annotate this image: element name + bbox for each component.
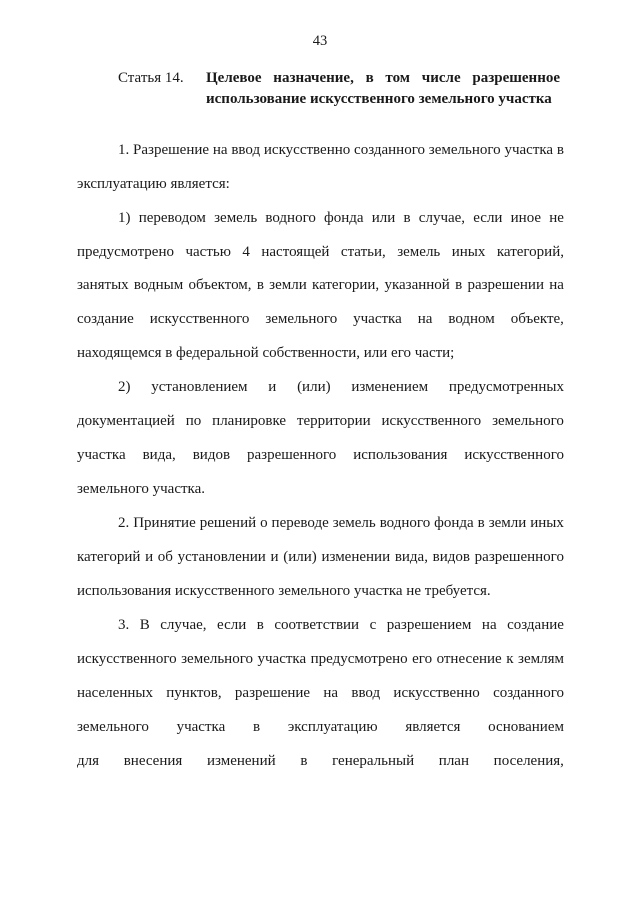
text-line: категорий и об установлении и (или) изменении вида, видов разрешенного bbox=[77, 549, 564, 565]
text-line: искусственного земельного участка предусмотрено его отнесение к землям bbox=[77, 651, 564, 667]
text-line: использования искусственного земельного участка не требуется. bbox=[77, 583, 491, 599]
text-line: земельного участка в эксплуатацию является основанием bbox=[77, 719, 564, 735]
text-line: 2. Принятие решений о переводе земель водного фонда в земли иных bbox=[118, 515, 564, 531]
text-line: участка вида, видов разрешенного использования искусственного bbox=[77, 447, 564, 463]
text-line: земельного участка. bbox=[77, 481, 205, 497]
page-number: 43 bbox=[312, 33, 328, 49]
text-line: для внесения изменений в генеральный план поселения, bbox=[77, 753, 564, 769]
text-line: занятых водным объектом, в земли категории, указанной в разрешении на bbox=[77, 277, 564, 293]
text-line: 1. Разрешение на ввод искусственно созданного земельного участка в bbox=[118, 142, 564, 158]
text-line: 1) переводом земель водного фонда или в случае, если иное не bbox=[118, 210, 564, 226]
article-label: Статья 14. bbox=[118, 70, 184, 86]
text-line: населенных пунктов, разрешение на ввод искусственно созданного bbox=[77, 685, 564, 701]
text-line: 3. В случае, если в соответствии с разрешением на создание bbox=[118, 617, 564, 633]
text-line: документацией по планировке территории искусственного земельного bbox=[77, 413, 564, 429]
text-line: предусмотрено частью 4 настоящей статьи, земель иных категорий, bbox=[77, 244, 564, 260]
article-title: Целевое назначение, в том числе разрешенное использование искусственного земельного участка bbox=[206, 70, 560, 107]
text-line: находящемся в федеральной собственности, или его части; bbox=[77, 345, 455, 361]
text-line: эксплуатацию является: bbox=[77, 176, 230, 192]
text-line: создание искусственного земельного участка на водном объекте, bbox=[77, 311, 564, 327]
text-line: 2) установлением и (или) изменением предусмотренных bbox=[118, 379, 564, 395]
